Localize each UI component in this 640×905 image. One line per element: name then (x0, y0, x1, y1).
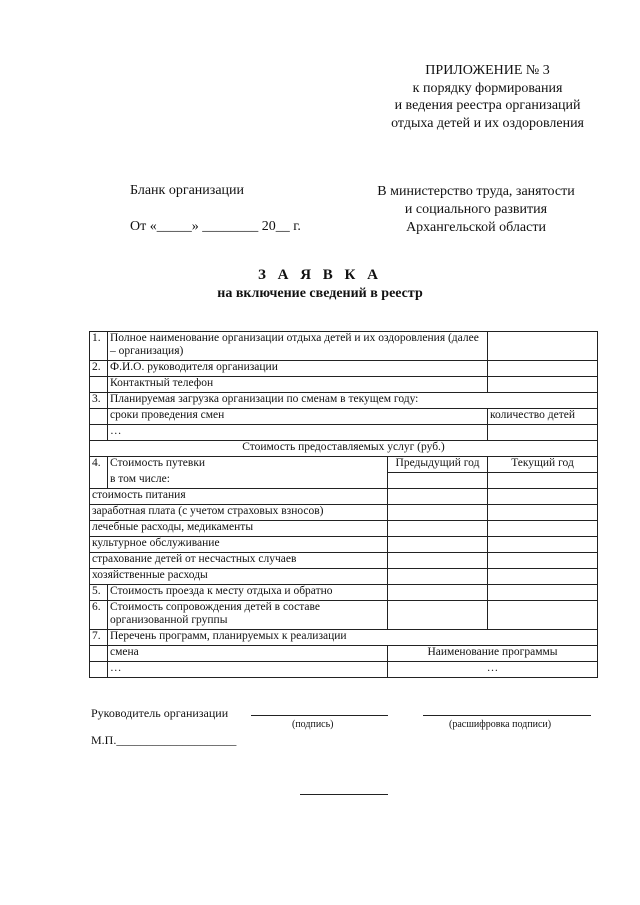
table-row (90, 332, 598, 361)
travel-curr-value[interactable] (488, 585, 598, 601)
appendix-title: ПРИЛОЖЕНИЕ № 3 (425, 63, 550, 78)
table-row (90, 569, 598, 585)
appendix-block (391, 62, 584, 132)
escort-prev-value[interactable] (388, 601, 488, 630)
recipient-line-1: В министерство труда, занятости (377, 184, 575, 199)
phone-label: Контактный телефон (108, 377, 488, 393)
food-prev-value[interactable] (388, 489, 488, 505)
row-number: 3. (90, 393, 108, 409)
application-table (89, 331, 598, 678)
voucher-curr-value[interactable] (488, 473, 598, 489)
travel-cost-label: Стоимость проезда к месту отдыха и обратно (108, 585, 388, 601)
culture-cost-label: культурное обслуживание (90, 537, 388, 553)
travel-prev-value[interactable] (388, 585, 488, 601)
recipient-line-3: Архангельской области (406, 220, 546, 235)
household-cost-label: хозяйственные расходы (90, 569, 388, 585)
appendix-line-3: отдыха детей и их оздоровления (391, 115, 584, 131)
document-title: З А Я В К А (257, 267, 383, 283)
recipient-block (364, 183, 588, 237)
row-number: 4. (90, 457, 108, 473)
shift-dates-label: сроки проведения смен (108, 409, 488, 425)
signature-decode-line[interactable] (423, 715, 591, 716)
food-cost-label: стоимость питания (90, 489, 388, 505)
table-row (90, 537, 598, 553)
shift-load-label: Планируемая загрузка организации по сменам в текущем году: (108, 393, 598, 409)
org-name-value[interactable] (488, 332, 598, 361)
insurance-prev-value[interactable] (388, 553, 488, 569)
director-name-value[interactable] (488, 361, 598, 377)
table-row (90, 505, 598, 521)
table-row (90, 409, 598, 425)
signature-line[interactable] (251, 715, 388, 716)
stamp-place-line: М.П.____________________ (91, 733, 237, 747)
programs-label: Перечень программ, планируемых к реализации (108, 630, 598, 646)
voucher-prev-value[interactable] (388, 473, 488, 489)
table-row (90, 441, 598, 457)
salary-curr-value[interactable] (488, 505, 598, 521)
organization-blank-label: Бланк организации (130, 183, 245, 198)
appendix-line-1: к порядку формирования (412, 80, 563, 96)
food-curr-value[interactable] (488, 489, 598, 505)
table-row (90, 473, 598, 489)
escort-curr-value[interactable] (488, 601, 598, 630)
table-row (90, 646, 598, 662)
medical-prev-value[interactable] (388, 521, 488, 537)
recipient-line-2: и социального развития (404, 202, 548, 217)
table-row (90, 521, 598, 537)
row-number: 2. (90, 361, 108, 377)
household-curr-value[interactable] (488, 569, 598, 585)
culture-prev-value[interactable] (388, 537, 488, 553)
table-row (90, 393, 598, 409)
date-line: От «_____» ________ 20__ г. (130, 219, 301, 234)
row-number: 5. (90, 585, 108, 601)
including-label: в том числе: (108, 473, 388, 489)
row-number: 1. (90, 332, 108, 361)
org-name-label: Полное наименование организации отдыха детей и их оздоровления (далее – организация) (108, 332, 488, 361)
table-row (90, 425, 598, 441)
insurance-cost-label: страхование детей от несчастных случаев (90, 553, 388, 569)
insurance-curr-value[interactable] (488, 553, 598, 569)
director-name-label: Ф.И.О. руководителя организации (108, 361, 488, 377)
medical-cost-label: лечебные расходы, медикаменты (90, 521, 388, 537)
row-number: 6. (90, 601, 108, 630)
table-row (90, 553, 598, 569)
household-prev-value[interactable] (388, 569, 488, 585)
table-row (90, 585, 598, 601)
table-row (90, 377, 598, 393)
salary-cost-label: заработная плата (с учетом страховых взносов) (90, 505, 388, 521)
voucher-cost-label: Стоимость путевки (108, 457, 388, 473)
salary-prev-value[interactable] (388, 505, 488, 521)
shift-header: смена (108, 646, 388, 662)
table-row (90, 361, 598, 377)
table-row (90, 489, 598, 505)
services-cost-header: Стоимость предоставляемых услуг (руб.) (90, 441, 598, 457)
appendix-line-2: и ведения реестра организаций (394, 98, 581, 113)
escort-cost-label: Стоимость сопровождения детей в составе организованной группы (108, 601, 388, 630)
table-row (90, 662, 598, 678)
director-signature-label: Руководитель организации (91, 706, 229, 720)
phone-value[interactable] (488, 377, 598, 393)
children-count-value[interactable] (488, 425, 598, 441)
row-number: 7. (90, 630, 108, 646)
previous-year-header: Предыдущий год (388, 457, 488, 473)
table-row (90, 601, 598, 630)
program-ellipsis: … (388, 662, 598, 678)
program-name-header: Наименование программы (388, 646, 598, 662)
footer-divider (300, 794, 388, 795)
medical-curr-value[interactable] (488, 521, 598, 537)
signature-caption: (подпись) (292, 719, 334, 730)
current-year-header: Текущий год (488, 457, 598, 473)
culture-curr-value[interactable] (488, 537, 598, 553)
signature-decode-caption: (расшифровка подписи) (449, 719, 552, 730)
document-subtitle: на включение сведений в реестр (217, 286, 423, 301)
table-row (90, 630, 598, 646)
table-row (90, 457, 598, 473)
shift-dates-ellipsis: … (108, 425, 488, 441)
shift-ellipsis: … (108, 662, 388, 678)
children-count-label: количество детей (488, 409, 598, 425)
